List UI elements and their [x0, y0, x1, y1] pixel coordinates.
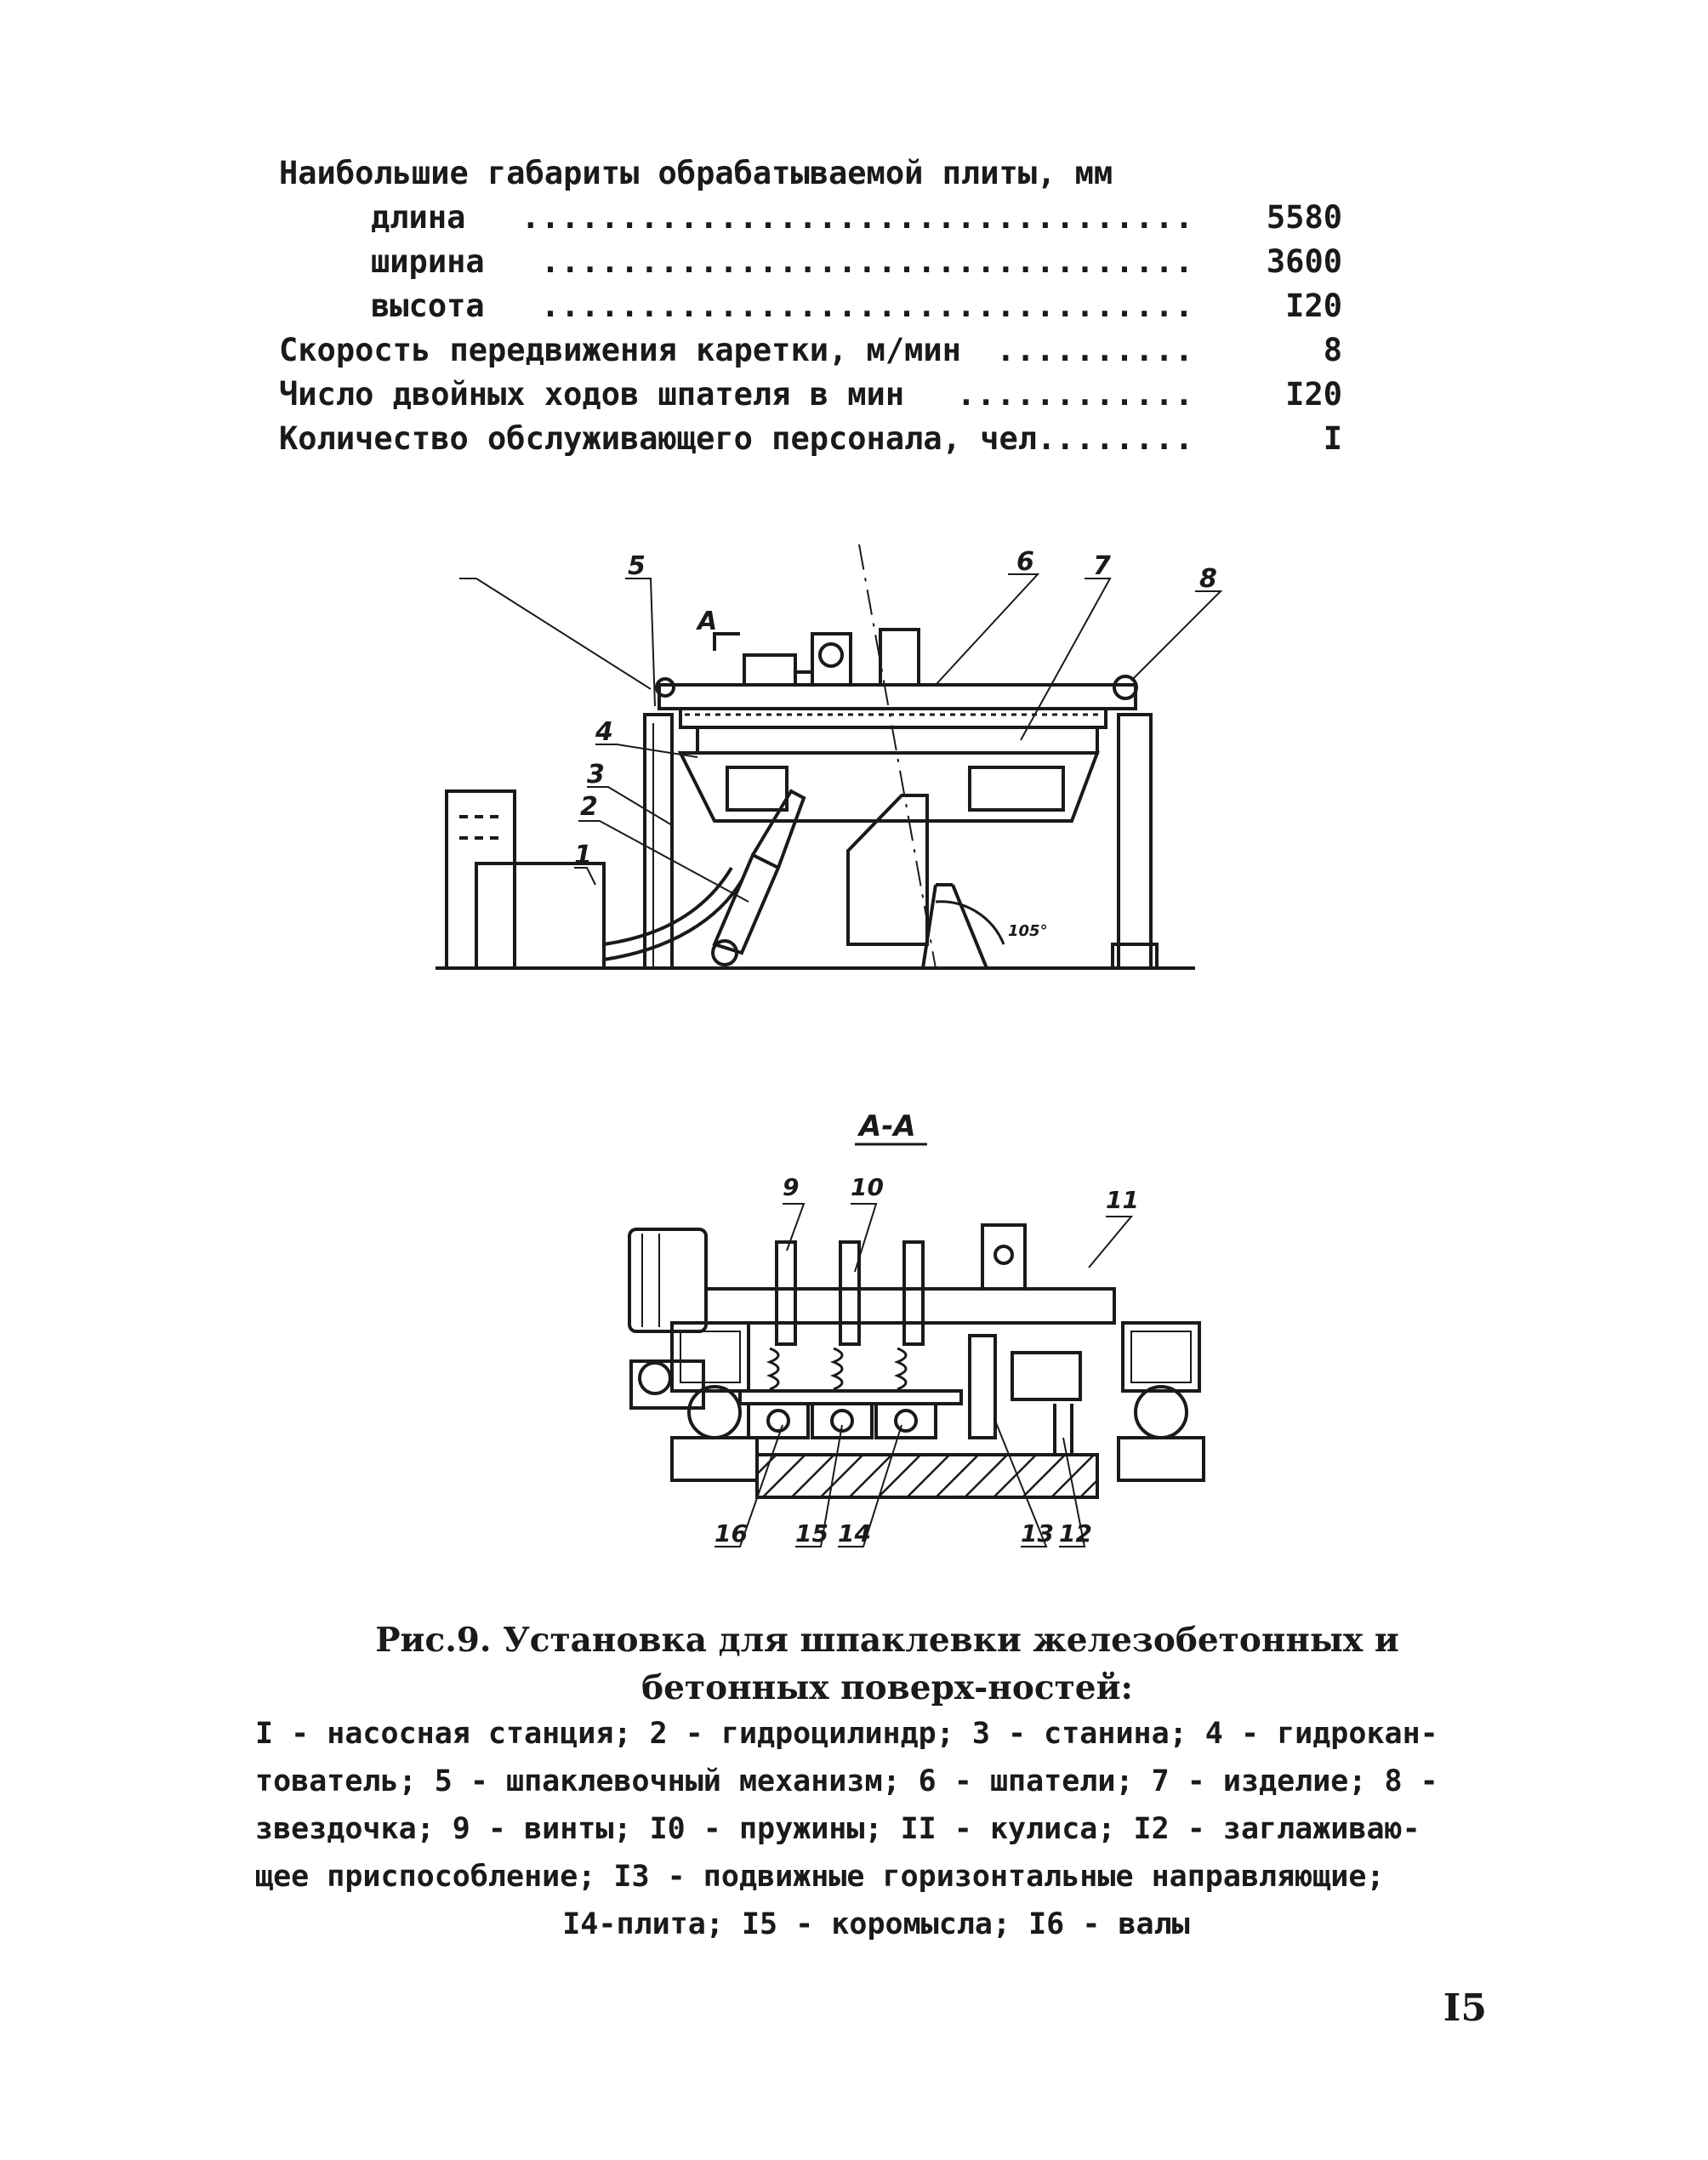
leader-8 [1131, 591, 1221, 681]
leader-6 [936, 574, 1038, 685]
leader-dots: ............ [956, 376, 1194, 413]
moving-guide [970, 1336, 995, 1438]
label-10: 10 [851, 1173, 884, 1201]
label-16: 16 [715, 1519, 748, 1547]
label-9: 9 [783, 1173, 800, 1201]
cylinder-pivot [713, 941, 737, 965]
label-13: 13 [1021, 1519, 1054, 1547]
leader-10 [851, 1204, 876, 1272]
label-15: 15 [795, 1519, 828, 1547]
spec-row-width [279, 240, 1342, 284]
caption-line: тователь; 5 - шпаклевочный механизм; 6 - шпатели; 7 - изделие; 8 - [255, 1764, 1438, 1798]
gauge-circle [820, 644, 842, 666]
page-number: I5 [1443, 1986, 1487, 2030]
spec-label: Число двойных ходов шпателя в мин [279, 376, 905, 413]
leader-dots: ................................. [540, 288, 1194, 324]
tilter-block [970, 767, 1063, 810]
caption-line: I - насосная станция; 2 - гидроцилиндр; 3 - станина; 4 - гидрокан- [255, 1717, 1438, 1751]
rotation-axis [859, 544, 936, 968]
label-14: 14 [838, 1519, 871, 1547]
label-3: 3 [587, 760, 605, 789]
spec-row-personnel [279, 417, 1342, 461]
specifications-block [279, 151, 1342, 461]
spec-value: I [1323, 420, 1342, 457]
spec-value: 8 [1323, 332, 1342, 368]
right-column [1119, 715, 1151, 968]
leader-dots: .................................. [521, 199, 1194, 236]
right-guide-box [1123, 1323, 1199, 1391]
left-pulley [640, 1363, 670, 1393]
view-marker-a: A [697, 607, 718, 636]
label-2: 2 [580, 792, 598, 822]
motor-box [880, 630, 919, 685]
spec-value: 5580 [1266, 199, 1342, 236]
figure-section-aa [612, 1097, 1225, 1557]
motor-box [812, 634, 851, 685]
spec-value: I20 [1285, 376, 1342, 413]
right-rail [1119, 1438, 1204, 1480]
spec-row-speed [279, 328, 1342, 373]
left-motor [629, 1229, 706, 1331]
label-8: 8 [1199, 564, 1217, 594]
stand-leg [923, 885, 987, 968]
rocker-bar [740, 1391, 961, 1404]
left-rail [672, 1438, 757, 1480]
label-5: 5 [628, 551, 646, 581]
spec-label: Количество обслуживающего персонала, чел. [279, 420, 1056, 457]
spec-label: высота [371, 288, 485, 324]
figure-caption-body [255, 1710, 1497, 1948]
carriage-beam [706, 1289, 1114, 1323]
spec-value: I20 [1285, 288, 1342, 324]
leader-dots: ................................. [540, 243, 1194, 280]
caption-line: I4-плита; I5 - коромысла; I6 - валы [562, 1907, 1190, 1941]
spec-label: длина [371, 199, 466, 236]
spatula-row [680, 709, 1106, 727]
leader-5-line [625, 578, 655, 706]
top-beam [659, 685, 1136, 709]
label-11: 11 [1106, 1186, 1139, 1214]
tilter-block [727, 767, 787, 810]
figure-caption-title: Рис.9. Установка для шпаклевки железобетонных и бетонных поверх-ностей: [375, 1621, 1399, 1707]
label-12: 12 [1059, 1519, 1092, 1547]
spec-label: Скорость передвижения каретки, м/мин [279, 332, 961, 368]
spec-label: ширина [371, 243, 485, 280]
right-wheel [1136, 1387, 1187, 1438]
spec-row-length [279, 196, 1342, 240]
caption-line: звездочка; 9 - винты; I0 - пружины; II - кулиса; I2 - заглаживаю- [255, 1812, 1420, 1846]
spec-row-strokes [279, 373, 1342, 417]
screw-assembly [770, 1242, 923, 1389]
product-plate [697, 727, 1097, 753]
spec-row-height [279, 284, 1342, 328]
leader-5 [459, 578, 651, 689]
label-7: 7 [1093, 551, 1111, 581]
angle-label: 105° [1008, 922, 1048, 940]
kulisa-box [982, 1225, 1025, 1289]
leader-3 [587, 787, 672, 825]
left-wheel [689, 1387, 740, 1438]
concrete-plate [757, 1455, 1097, 1497]
label-1: 1 [574, 841, 592, 870]
leader-11 [1089, 1217, 1131, 1268]
cylinder-rod [753, 791, 804, 868]
leader-dots: ....... [1056, 420, 1194, 457]
spec-title: Наибольшие габариты обрабатываемой плиты, мм [279, 155, 1113, 191]
leader-1 [574, 868, 595, 885]
motor-box [744, 655, 795, 685]
leader-dots: .......... [996, 332, 1194, 368]
label-6: 6 [1016, 547, 1034, 577]
spec-value: 3600 [1266, 243, 1342, 280]
pump-station [476, 863, 604, 968]
caption-line: щее приспособление; I3 - подвижные горизонтальные направляющие; [255, 1860, 1385, 1894]
label-4: 4 [595, 717, 613, 747]
hose [604, 868, 732, 944]
support-pedestal [848, 795, 927, 944]
figure-side-view [425, 544, 1225, 987]
smoothing-device [1012, 1353, 1080, 1399]
section-arrow [715, 634, 740, 651]
section-title: A-A [859, 1109, 916, 1143]
